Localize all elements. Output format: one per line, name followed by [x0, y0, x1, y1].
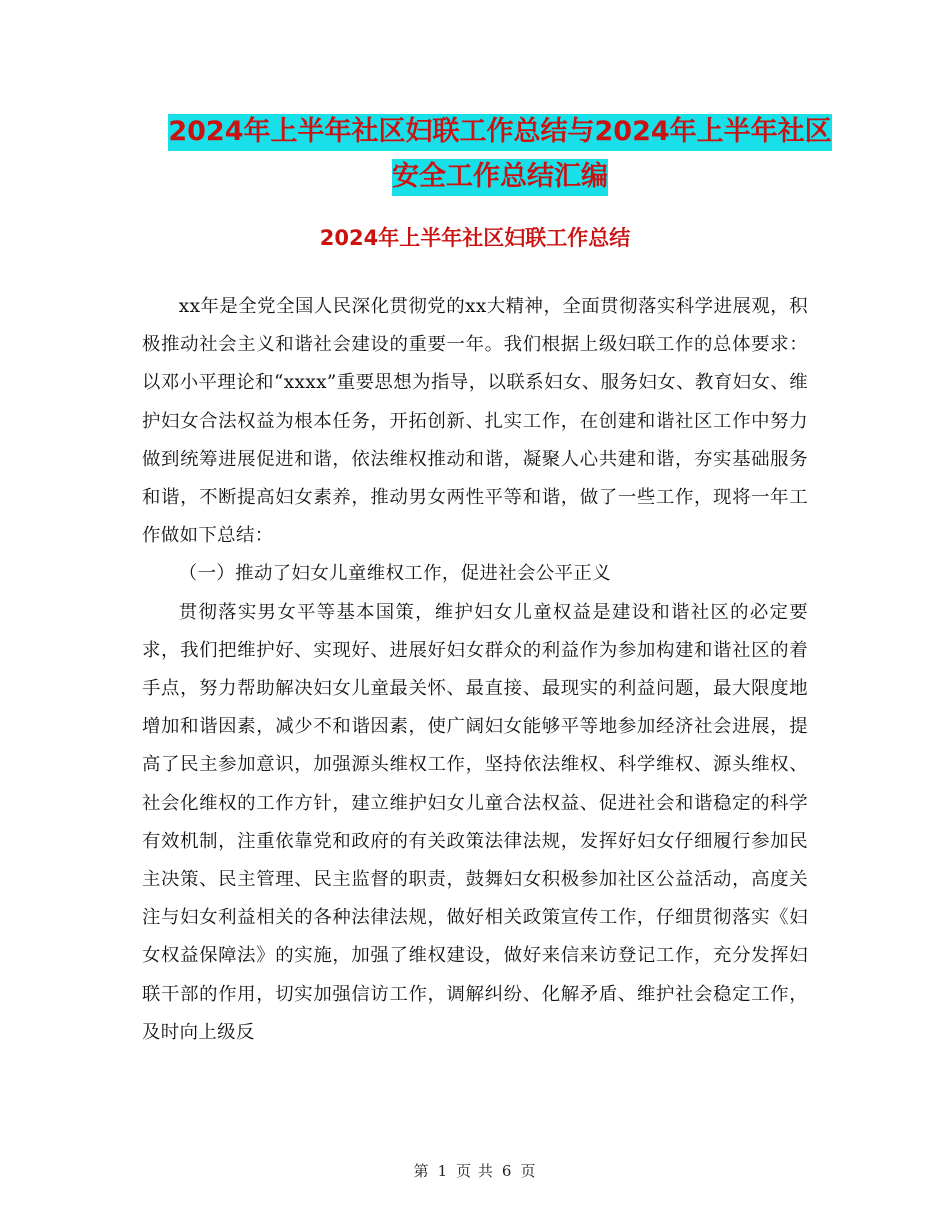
- footer-suffix: 页: [520, 1162, 537, 1180]
- title-highlight: 2024年上半年社区妇联工作总结与2024年上半年社区: [168, 114, 831, 151]
- paragraph-rights: 贯彻落实男女平等基本国策，维护妇女儿童权益是建设和谐社区的必定要求，我们把维护好、实现好、进展好妇女群众的利益作为参加构建和谐社区的着手点，努力帮助解决妇女儿童最关怀、最直接、最现实的利益问题，最大限度地增加和谐因素，减少不和谐因素，使广阔妇女能够平等地参加经济社会进展，提高了民主参加意识，加强源头维权工作，坚持依法维权、科学维权、源头维权、社会化维权的工作方针，建立维护妇女儿童合法权益、促进社会和谐稳定的科学有效机制，注重依靠党和政府的有关政策法律法规，发挥好妇女仔细履行参加民主决策、民主管理、民主监督的职责，鼓舞妇女积极参加社区公益活动，高度关注与妇女利益相关的各种法律法规，做好相关政策宣传工作，仔细贯彻落实《妇女权益保障法》的实施，加强了维权建设，做好来信来访登记工作，充分发挥妇联干部的作用，切实加强信访工作，调解纠纷、化解矛盾、维护社会稳定工作，及时向上级反: [142, 601, 808, 1043]
- document-title-line1: [120, 110, 880, 154]
- total-pages-number: 6: [501, 1162, 513, 1180]
- page-footer: [0, 1160, 950, 1181]
- title-highlight: 安全工作总结汇编: [392, 159, 608, 196]
- section-title: 2024年上半年社区妇联工作总结: [319, 226, 631, 250]
- footer-prefix: 第: [413, 1162, 430, 1180]
- paragraph-heading-1: （一）推动了妇女儿童维权工作，促进社会公平正义: [178, 563, 611, 585]
- footer-middle: 页 共: [456, 1162, 494, 1180]
- document-title-line2: [120, 155, 880, 199]
- document-body: [142, 288, 808, 1052]
- current-page-number: 1: [437, 1162, 449, 1180]
- paragraph-intro: xx年是全党全国人民深化贯彻党的xx大精神，全面贯彻落实科学进展观，积极推动社会主义和谐社会建设的重要一年。我们根据上级妇联工作的总体要求：以邓小平理论和“xxxx”重要思想为指导，以联系妇女、服务妇女、教育妇女、维护妇女合法权益为根本任务，开拓创新、扎实工作，在创建和谐社区工作中努力做到统筹进展促进和谐，依法维权推动和谐，凝聚人心共建和谐，夯实基础服务和谐，不断提高妇女素养，推动男女两性平等和谐，做了一些工作，现将一年工作做如下总结：: [142, 296, 808, 547]
